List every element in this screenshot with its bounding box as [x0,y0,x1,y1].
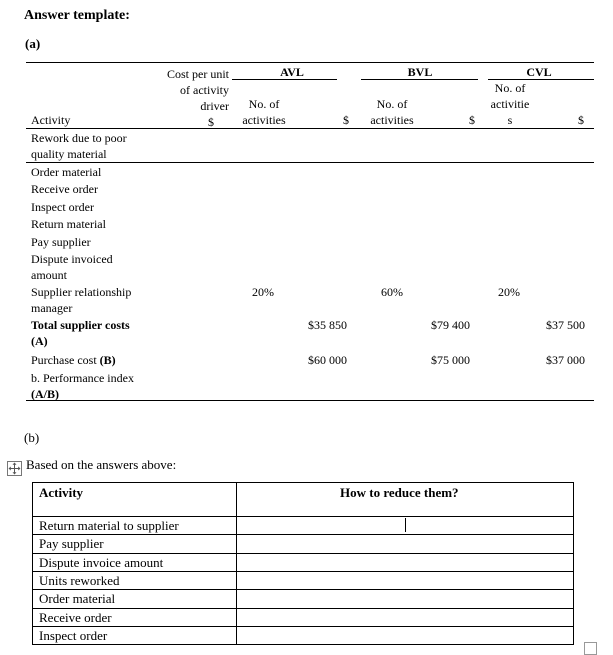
cvl-dollar: $ [578,113,584,127]
table-b-activity-cell [32,589,237,609]
part-b-label: (b) [24,430,40,445]
table-b-answer-cell[interactable] [236,571,574,590]
table-b-answer-cell[interactable] [236,589,574,609]
header-bottom-rule [26,128,594,129]
row-purchase-cost: Purchase cost (B) [31,353,116,367]
table-b-header-activity: Activity [32,482,237,517]
table-b-activity-label: Receive order [39,610,112,625]
table-b-activity-cell [32,516,237,535]
row-receive-order: Receive order [31,182,98,196]
move-handle-icon[interactable] [7,461,22,476]
row-pay-supplier: Pay supplier [31,235,91,249]
row-supplier-relationship: Supplier relationship manager [31,285,132,315]
table-b-activity-cell [32,534,237,554]
avl-no-of-activities: No. of activities [242,97,286,127]
cvl-total: $37 500 [546,318,585,332]
bvl-purchase: $75 000 [431,353,470,367]
avl-header: AVL [280,65,304,79]
part-a-label: (a) [25,36,41,51]
row-return-material: Return material [31,217,106,231]
cvl-header: CVL [526,65,552,79]
row-rework-rule [26,162,594,163]
page-title: Answer template: [24,8,130,23]
table-b-answer-cell[interactable] [236,553,574,572]
avl-total: $35 850 [308,318,347,332]
row-order-material: Order material [31,165,102,179]
based-on-text: Based on the answers above: [26,457,177,472]
bvl-relationship-pct: 60% [381,285,403,299]
cost-per-unit-header: Cost per unit of activity driver $ [167,67,229,129]
bvl-header: BVL [407,65,433,79]
resize-handle-icon[interactable] [584,642,597,655]
text-cursor [405,518,406,532]
table-b-activity-label: Pay supplier [39,536,104,551]
row-inspect-order: Inspect order [31,200,94,214]
table-top-rule [26,62,594,63]
row-rework: Rework due to poor quality material [31,131,127,161]
row-total-supplier-costs: Total supplier costs (A) [31,318,130,348]
activity-header: Activity [31,113,71,127]
table-b-activity-label: Inspect order [39,628,108,643]
table-b-activity-cell [32,626,237,645]
table-bottom-rule [26,400,594,401]
table-b-activity-cell [32,571,237,590]
table-b-activity-label: Dispute invoice amount [39,555,164,570]
avl-dollar: $ [343,113,349,127]
row-dispute-invoiced: Dispute invoiced amount [31,252,113,282]
bvl-no-of-activities: No. of activities [370,97,414,127]
cvl-purchase: $37 000 [546,353,585,367]
table-b-activity-cell [32,608,237,627]
table-b-answer-cell[interactable] [236,626,574,645]
cvl-relationship-pct: 20% [498,285,520,299]
table-b-activity-label: Return material to supplier [39,518,179,533]
avl-purchase: $60 000 [308,353,347,367]
bvl-total: $79 400 [431,318,470,332]
table-b-answer-cell[interactable] [236,534,574,554]
row-performance-index: b. Performance index (A/B) [31,371,134,401]
table-b-answer-cell[interactable] [236,608,574,627]
table-b-activity-label: Order material [39,591,116,606]
table-b-activity-label: Units reworked [39,573,120,588]
table-b-activity-cell [32,553,237,572]
avl-relationship-pct: 20% [252,285,274,299]
table-b-header-reduce: How to reduce them? [236,482,574,517]
cvl-no-of-activities: No. of activitie s [490,81,530,127]
bvl-dollar: $ [469,113,475,127]
